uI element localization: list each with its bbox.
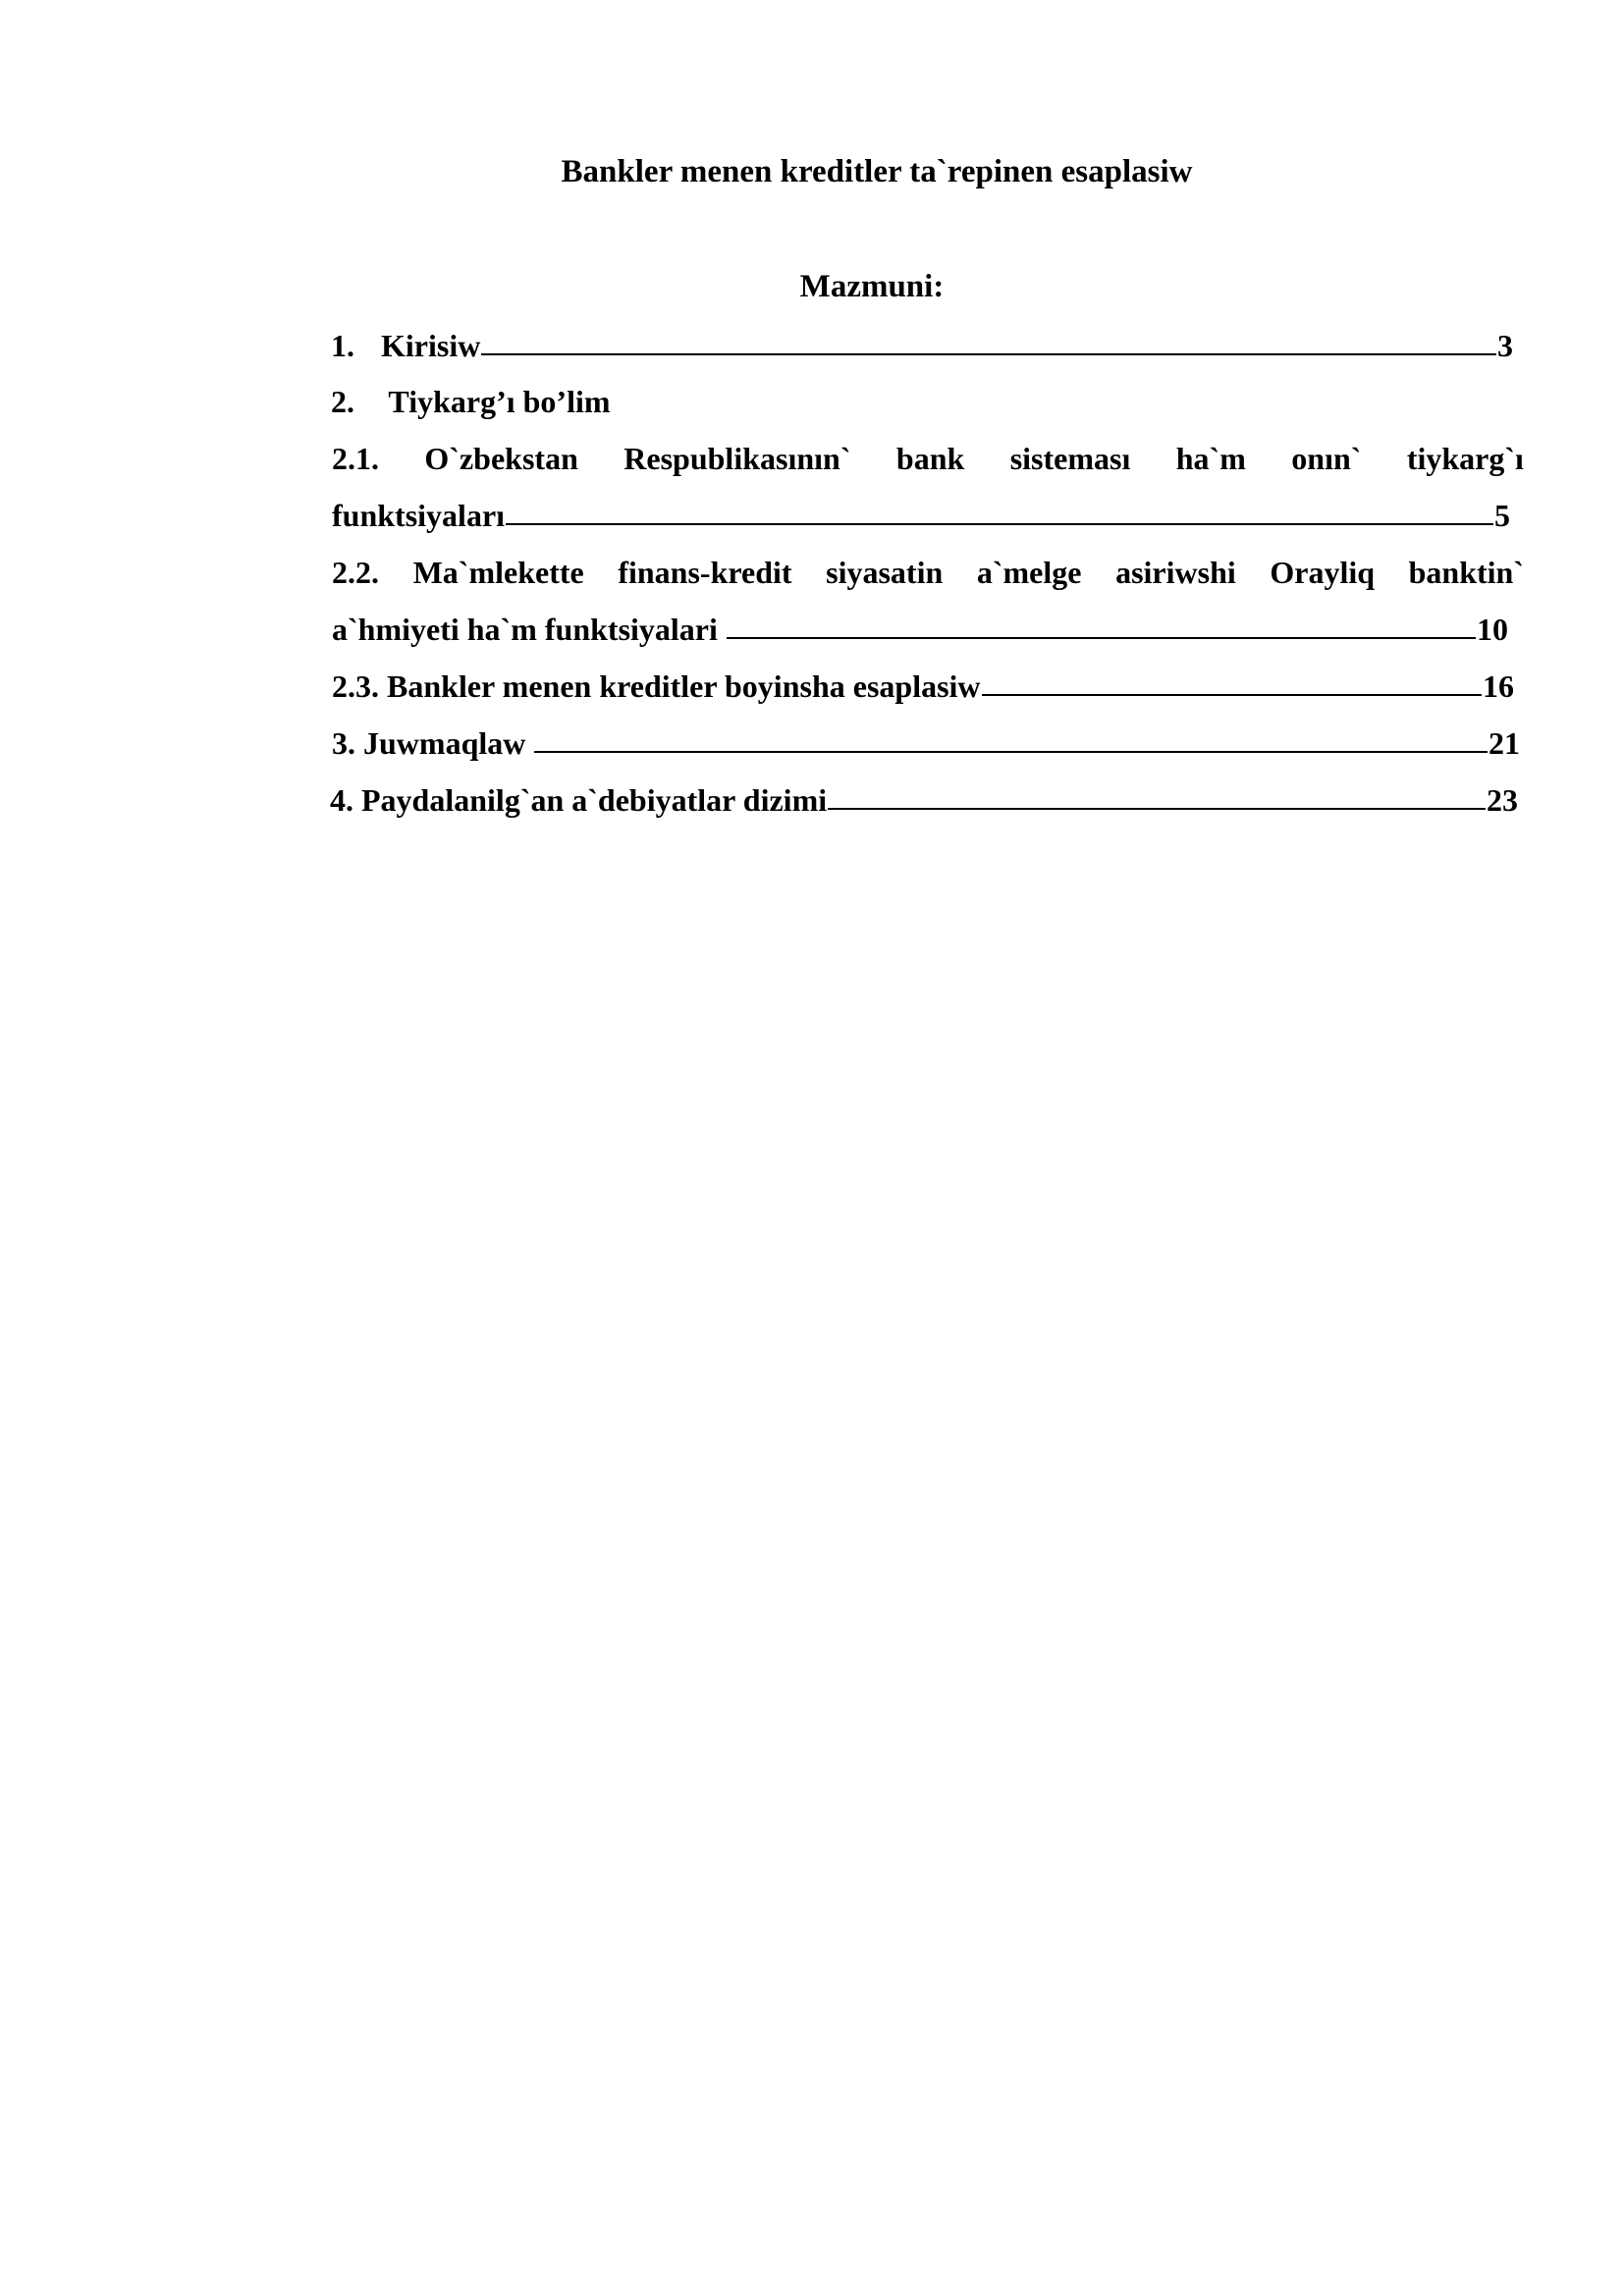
toc-leader-line: [727, 610, 1476, 639]
toc-word: banktin`: [1408, 555, 1524, 590]
toc-entry-page: 3: [1497, 328, 1513, 363]
toc-word: sisteması: [1009, 441, 1131, 476]
toc-entry-2-2: [332, 553, 1524, 592]
toc-heading: Mazmuni:: [799, 269, 945, 304]
toc-entry-label: Kirisiw: [381, 328, 481, 363]
toc-entry-label: funktsiyaları: [332, 498, 506, 533]
toc-word: Ma`mlekette: [412, 555, 584, 590]
toc-leader-line: [828, 780, 1486, 810]
toc-entry-number: 1.: [331, 328, 354, 363]
toc-word: 2.1.: [332, 441, 379, 476]
toc-entry-label: 2.3. Bankler menen kreditler boyinsha esaplasiw: [332, 668, 981, 704]
toc-word: Respublikasının`: [623, 441, 851, 476]
toc-entry-page: 23: [1487, 782, 1518, 818]
toc-word: Orayliq: [1270, 555, 1376, 590]
toc-leader-line: [481, 326, 1496, 355]
document-title: Bankler menen kreditler ta`repinen esaplasiw: [561, 154, 1193, 189]
toc-leader-line: [534, 723, 1488, 753]
toc-entry-2: [331, 382, 611, 421]
toc-entry-2-2-continuation: [332, 610, 1508, 649]
toc-entry-page: 10: [1477, 612, 1508, 647]
toc-entry-label: 4. Paydalanilg`an a`debiyatlar dizimi: [330, 782, 828, 818]
toc-word: siyasatin: [826, 555, 944, 590]
toc-entry-2-1-continuation: [332, 496, 1510, 535]
toc-entry-label: 3. Juwmaqlaw: [332, 725, 526, 761]
toc-entry-label: a`hmiyeti ha`m funktsiyalari: [332, 612, 718, 647]
toc-entry-page: 16: [1483, 668, 1514, 704]
toc-leader-line: [506, 496, 1493, 525]
toc-entry-1: [331, 326, 1513, 365]
toc-word: 2.2.: [332, 555, 379, 590]
toc-word: tiykarg`ı: [1406, 441, 1524, 476]
toc-entry-page: 21: [1489, 725, 1520, 761]
toc-entry-4: [330, 780, 1518, 820]
toc-entry-page: 5: [1494, 498, 1510, 533]
toc-word: ha`m: [1175, 441, 1246, 476]
toc-word: onın`: [1291, 441, 1362, 476]
toc-entry-2-1: [332, 439, 1524, 478]
toc-leader-line: [982, 667, 1482, 696]
toc-word: finans-kredit: [618, 555, 792, 590]
toc-word: bank: [895, 441, 965, 476]
toc-entry-2-3: [332, 667, 1514, 706]
toc-word: asiriwshi: [1115, 555, 1236, 590]
toc-word: a`melge: [976, 555, 1082, 590]
toc-entry-label: Tiykarg’ı bo’lim: [388, 384, 611, 419]
toc-word: O`zbekstan: [424, 441, 578, 476]
toc-entry-3: [332, 723, 1520, 763]
toc-entry-number: 2.: [331, 384, 354, 419]
